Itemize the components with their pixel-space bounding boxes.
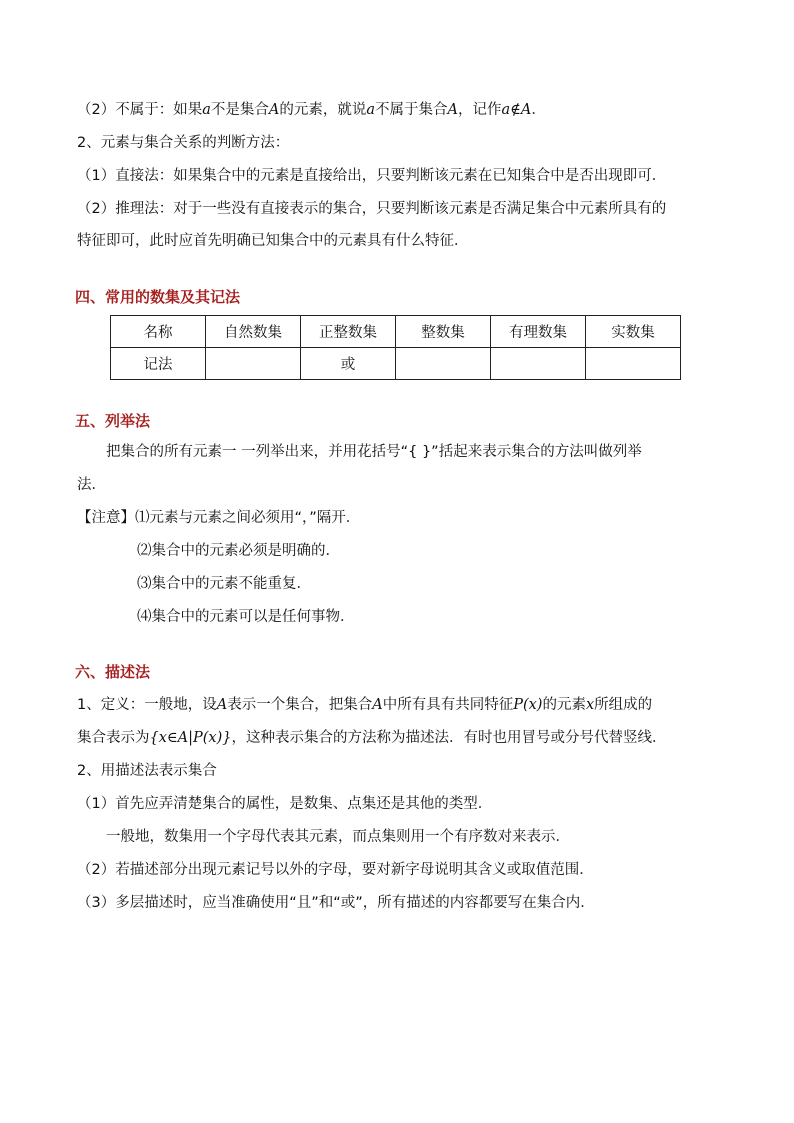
math-set-builder-notation: {x∈A|P(x)} [149, 730, 232, 746]
text: 不属于集合 [375, 102, 448, 118]
usage-step-1-detail: 一般地，数集用一个字母代表其元素，而点集则用一个有序数对来表示． [106, 829, 570, 845]
note-item: ⑶集合中的元素不能重复． [137, 576, 311, 592]
text: （2）不属于：如果 [77, 102, 203, 118]
text: 的元素，就说 [279, 102, 367, 118]
math-A: A [372, 697, 383, 713]
table-cell: 有理数集 [491, 316, 586, 348]
judge-method-title: 2、元素与集合关系的判断方法： [77, 135, 290, 151]
note-item: ⑷集合中的元素可以是任何事物． [137, 609, 355, 625]
table-cell: 记法 [111, 348, 206, 380]
description-definition-line2 [77, 727, 666, 749]
text: 表示一个集合，把集合 [227, 697, 373, 713]
description-usage-title: 2、用描述法表示集合 [77, 763, 217, 779]
usage-step-3: （3）多层描述时，应当准确使用“且”和“或”，所有描述的内容都要写在集合内． [77, 895, 595, 911]
table-cell [491, 348, 586, 380]
text: ，记作 [458, 102, 502, 118]
text: 1、定义：一般地，设 [77, 697, 217, 713]
math-a: a [366, 102, 376, 118]
text: 不是集合 [210, 102, 269, 118]
listing-definition-line2: 法． [77, 477, 106, 493]
table-cell [396, 348, 491, 380]
table-row [111, 348, 681, 380]
usage-step-2: （2）若描述部分出现元素记号以外的字母，要对新字母说明其含义或取值范围． [77, 862, 594, 878]
section-heading-number-sets: 四、常用的数集及其记法 [75, 288, 241, 306]
text: 集合表示为 [77, 730, 150, 746]
section-heading-listing-method: 五、列举法 [75, 412, 151, 430]
not-belong-definition [77, 99, 546, 121]
math-A: A [447, 102, 459, 118]
usage-step-1: （1）首先应弄清楚集合的属性，是数集、点集还是其他的类型． [77, 796, 493, 812]
listing-definition-line1: 把集合的所有元素一 一列举出来，并用花括号“{ }”括起来表示集合的方法叫做列举 [106, 444, 642, 460]
text: 所组成的 [594, 697, 653, 713]
table-cell: 自然数集 [206, 316, 301, 348]
math-not-in-notation: a∉A [501, 102, 532, 118]
math-P-of-x: P(x) [513, 697, 543, 713]
table-cell [586, 348, 681, 380]
description-definition-line1 [77, 694, 652, 716]
table-cell [206, 348, 301, 380]
math-A: A [268, 102, 280, 118]
table-header-row [111, 316, 681, 348]
text: ． [531, 102, 546, 118]
note-item: ⑵集合中的元素必须是明确的． [137, 543, 340, 559]
note-first-line [77, 507, 360, 529]
text: 的元素 [542, 697, 586, 713]
number-sets-table [110, 315, 681, 380]
note-item: ⑴元素与元素之间必须用“，”隔开． [135, 510, 361, 526]
table-cell: 整数集 [396, 316, 491, 348]
section-heading-description-method: 六、描述法 [75, 663, 151, 681]
text: ，这种表示集合的方法称为描述法．有时也用冒号或分号代替竖线． [231, 730, 667, 746]
table-cell: 实数集 [586, 316, 681, 348]
text: 中所有具有共同特征 [382, 697, 514, 713]
math-A: A [216, 697, 228, 713]
table-cell: 正整数集 [301, 316, 396, 348]
note-label: 【注意】 [77, 510, 135, 526]
table-cell: 或 [301, 348, 396, 380]
reasoning-method-line2: 特征即可，此时应首先明确已知集合中的元素具有什么特征． [77, 233, 469, 249]
table-cell: 名称 [111, 316, 206, 348]
math-x: x [585, 697, 595, 713]
direct-method: （1）直接法：如果集合中的元素是直接给出，只要判断该元素在已知集合中是否出现即可． [77, 168, 667, 184]
math-a: a [202, 102, 211, 118]
reasoning-method-line1: （2）推理法：对于一些没有直接表示的集合，只要判断该元素是否满足集合中元素所具有的 [77, 201, 667, 217]
